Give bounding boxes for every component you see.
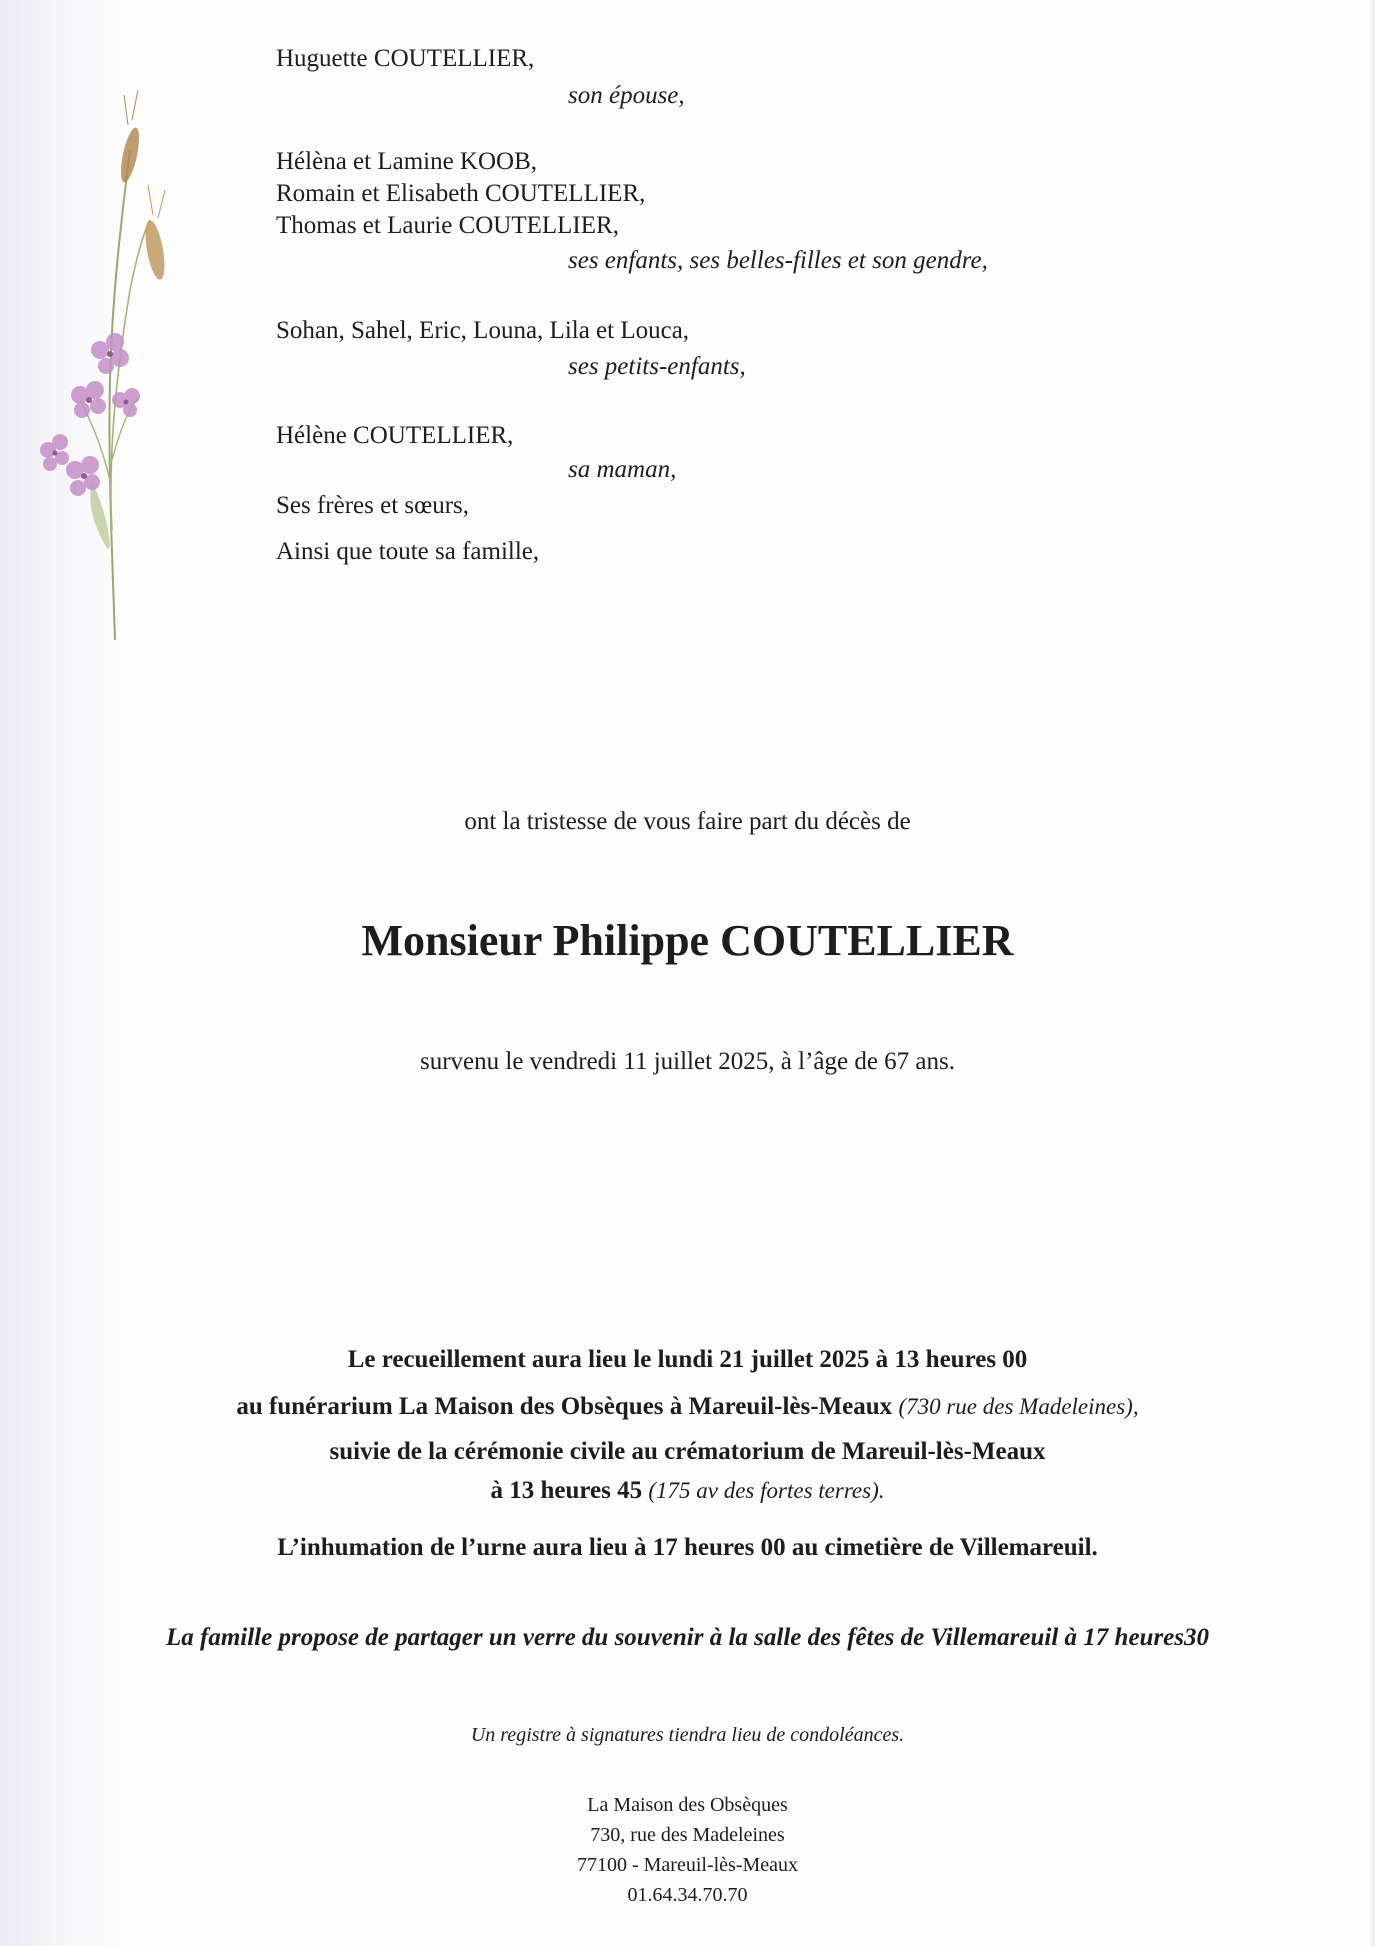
inhumation-line: L’inhumation de l’urne aura lieu à 17 heures 00 au cimetière de Villemareuil. (277, 1534, 1098, 1561)
wildflower-illustration-icon (20, 80, 180, 660)
funeral-home-city: 77100 - Mareuil-lès-Meaux (576, 1854, 799, 1876)
child-line-3: Thomas et Laurie COUTELLIER, (276, 212, 619, 239)
funerarium-address: (730 rue des Madeleines), (898, 1394, 1139, 1419)
reception-line: La famille propose de partager un verre du souvenir à la salle des fêtes de Villemareuil à 17 heures30 (165, 1624, 1210, 1651)
funeral-home-phone: 01.64.34.70.70 (627, 1884, 748, 1906)
family-line: Ainsi que toute sa famille, (276, 538, 540, 565)
funeral-home-street: 730, rue des Madeleines (590, 1824, 785, 1846)
child-line-1: Hélèna et Lamine KOOB, (276, 148, 538, 175)
siblings-line: Ses frères et sœurs, (276, 492, 470, 519)
wife-name: Huguette COUTELLIER, (276, 45, 535, 72)
page-edge (1369, 0, 1375, 1946)
ceremony-line-1: Le recueillement aura lieu le lundi 21 juillet 2025 à 13 heures 00 (347, 1346, 1028, 1373)
registry-note: Un registre à signatures tiendra lieu de condoléances. (470, 1724, 905, 1746)
mother-name: Hélène COUTELLIER, (276, 422, 514, 449)
child-line-2: Romain et Elisabeth COUTELLIER, (276, 180, 646, 207)
death-date-line: survenu le vendredi 11 juillet 2025, à l’âge de 67 ans. (419, 1048, 956, 1075)
grandchildren-names: Sohan, Sahel, Eric, Louna, Lila et Louca, (276, 317, 690, 344)
ceremony-line-4 (0, 1476, 1375, 1506)
ceremony-line-2 (0, 1392, 1375, 1422)
wife-role: son épouse, (568, 82, 685, 109)
ceremony-line-3: suivie de la cérémonie civile au crématorium de Mareuil-lès-Meaux (329, 1438, 1046, 1465)
mother-role: sa maman, (568, 456, 677, 483)
funerarium-text: au funérarium La Maison des Obsèques à Mareuil-lès-Meaux (236, 1393, 893, 1420)
announcement-intro: ont la tristesse de vous faire part du décès de (464, 808, 911, 835)
children-role: ses enfants, ses belles-filles et son gendre, (568, 247, 988, 274)
deceased-name: Monsieur Philippe COUTELLIER (361, 916, 1014, 965)
crematorium-time: à 13 heures 45 (490, 1477, 643, 1504)
crematorium-address: (175 av des fortes terres). (648, 1478, 885, 1503)
funeral-home-name: La Maison des Obsèques (587, 1794, 788, 1816)
grandchildren-role: ses petits-enfants, (568, 353, 746, 380)
